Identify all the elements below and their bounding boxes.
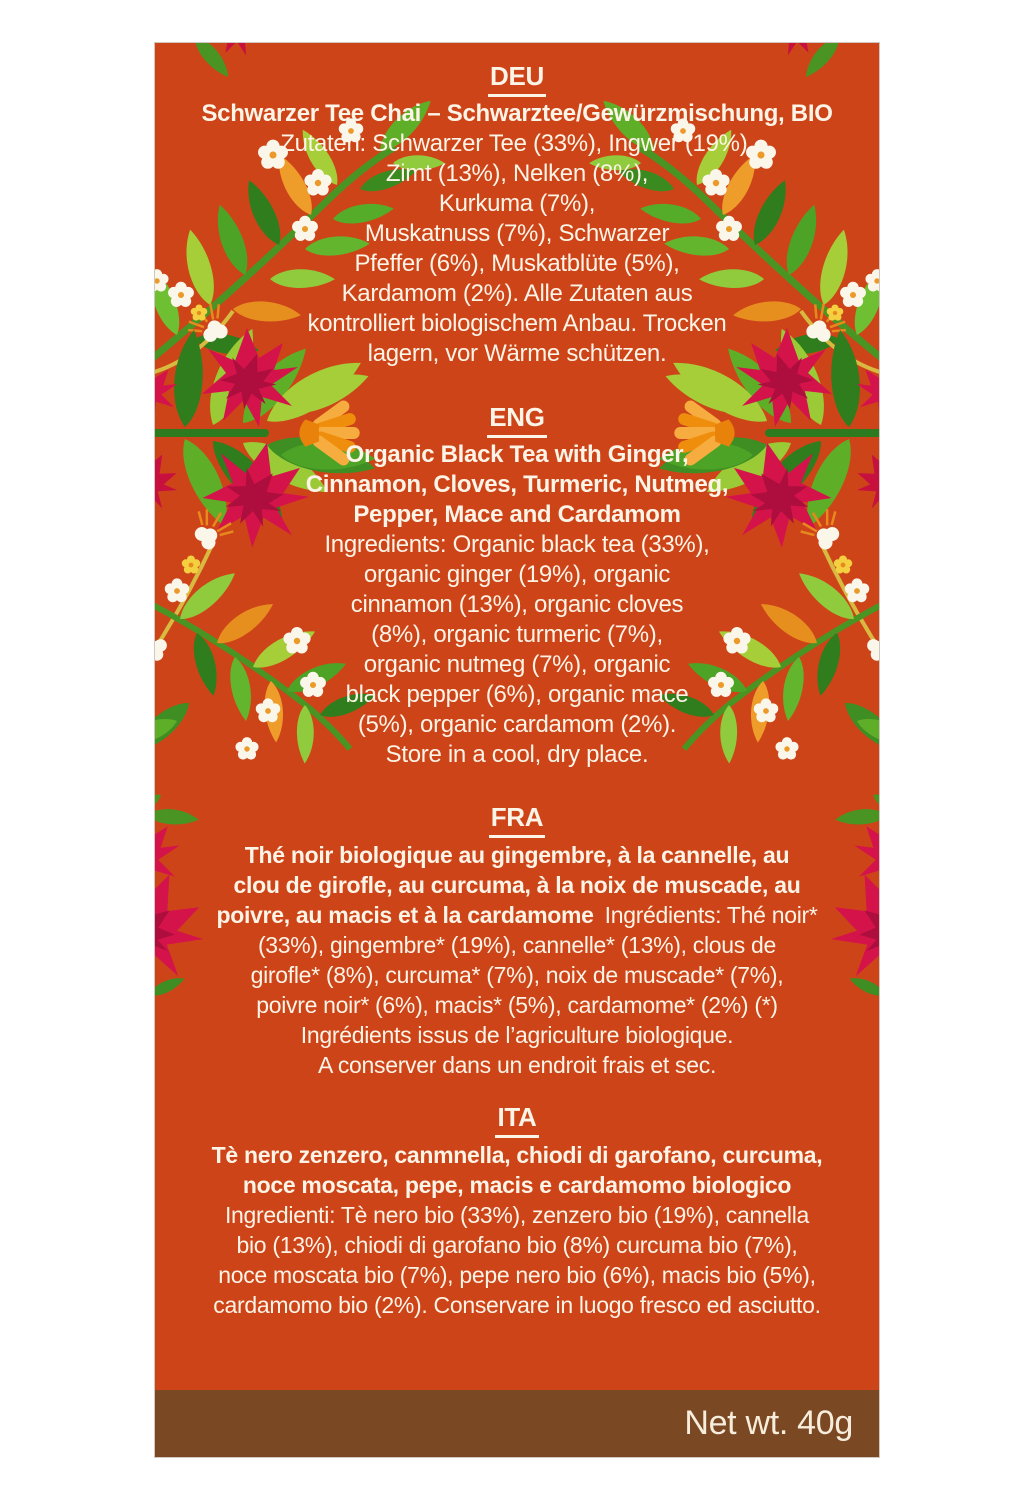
product-title-eng: Organic Black Tea with Ginger, bbox=[345, 441, 689, 468]
product-title-ita: noce moscata, pepe, macis e cardamomo biologico bbox=[242, 1172, 792, 1198]
ingredients-line-mixed bbox=[155, 900, 879, 930]
section-heading-fra: FRA bbox=[489, 800, 546, 838]
ingredients-line: Muskatnuss (7%), Schwarzer bbox=[364, 220, 670, 247]
ingredients-line: Ingredients: Organic black tea (33%), bbox=[324, 531, 710, 558]
section-heading-row bbox=[155, 59, 879, 97]
section-ita bbox=[155, 1100, 879, 1320]
section-heading-row bbox=[155, 400, 879, 438]
product-title-deu: Schwarzer Tee Chai – Schwarztee/Gewürzmischung, BIO bbox=[201, 100, 833, 127]
ingredients-line: Ingredienti: Tè nero bio (33%), zenzero bio (19%), cannella bbox=[224, 1202, 810, 1228]
ingredients-line: kontrolliert biologischem Anbau. Trocken bbox=[307, 310, 727, 337]
footer-bar bbox=[155, 1390, 879, 1457]
section-heading-row bbox=[155, 1100, 879, 1138]
ingredients-line: Zutaten: Schwarzer Tee (33%), Ingwer (19%), bbox=[280, 130, 754, 157]
ingredients-line: cardamomo bio (2%). Conservare in luogo fresco ed asciutto. bbox=[213, 1292, 821, 1318]
ingredients-line: bio (13%), chiodi di garofano bio (8%) curcuma bio (7%), bbox=[236, 1232, 798, 1258]
ingredients-line: girofle* (8%), curcuma* (7%), noix de muscade* (7%), bbox=[250, 962, 784, 988]
product-title-ita: Tè nero zenzero, canmnella, chiodi di garofano, curcuma, bbox=[211, 1142, 823, 1168]
section-heading-row bbox=[155, 800, 879, 838]
ingredients-line: cinnamon (13%), organic cloves bbox=[350, 591, 684, 618]
ingredients-line: lagern, vor Wärme schützen. bbox=[367, 340, 667, 367]
ingredients-line: noce moscata bio (7%), pepe nero bio (6%), macis bio (5%), bbox=[218, 1262, 816, 1288]
ingredients-line: (33%), gingembre* (19%), cannelle* (13%), clous de bbox=[257, 932, 777, 958]
ingredients-line: organic ginger (19%), organic bbox=[363, 561, 671, 588]
product-title-eng: Pepper, Mace and Cardamom bbox=[353, 501, 681, 528]
section-fra bbox=[155, 800, 879, 1080]
product-title-fra: Thé noir biologique au gingembre, à la cannelle, au bbox=[244, 842, 790, 868]
ingredients-line: poivre noir* (6%), macis* (5%), cardamome* (2%) (*) bbox=[256, 992, 778, 1018]
product-title-fra: clou de girofle, au curcuma, à la noix de muscade, au bbox=[233, 872, 801, 898]
product-title-fra-end: poivre, au macis et à la cardamome bbox=[216, 902, 594, 928]
ingredients-intro-fra: Ingrédients: Thé noir* bbox=[604, 902, 818, 928]
section-heading-ita: ITA bbox=[495, 1100, 538, 1138]
ingredients-line: (8%), organic turmeric (7%), bbox=[371, 621, 663, 648]
ingredients-line: A conserver dans un endroit frais et sec. bbox=[317, 1052, 717, 1078]
ingredients-line: Pfeffer (6%), Muskatblüte (5%), bbox=[354, 250, 680, 277]
tea-label bbox=[155, 43, 879, 1457]
ingredients-line: (5%), organic cardamom (2%). bbox=[357, 711, 677, 738]
section-heading-deu: DEU bbox=[488, 59, 546, 97]
net-weight-text: Net wt. 40g bbox=[684, 1404, 853, 1442]
section-eng bbox=[155, 400, 879, 770]
section-heading-eng: ENG bbox=[487, 400, 546, 438]
product-title-eng: Cinnamon, Cloves, Turmeric, Nutmeg, bbox=[305, 471, 729, 498]
ingredients-line: Zimt (13%), Nelken (8%), bbox=[385, 160, 649, 187]
ingredients-line: Store in a cool, dry place. bbox=[385, 741, 649, 768]
section-deu bbox=[155, 59, 879, 369]
ingredients-line: black pepper (6%), organic mace bbox=[345, 681, 689, 708]
label-text-layer bbox=[155, 43, 879, 1457]
ingredients-line: Ingrédients issus de l’agriculture biologique. bbox=[300, 1022, 734, 1048]
ingredients-line: organic nutmeg (7%), organic bbox=[363, 651, 671, 678]
ingredients-line: Kardamom (2%). Alle Zutaten aus bbox=[341, 280, 693, 307]
ingredients-line: Kurkuma (7%), bbox=[438, 190, 596, 217]
